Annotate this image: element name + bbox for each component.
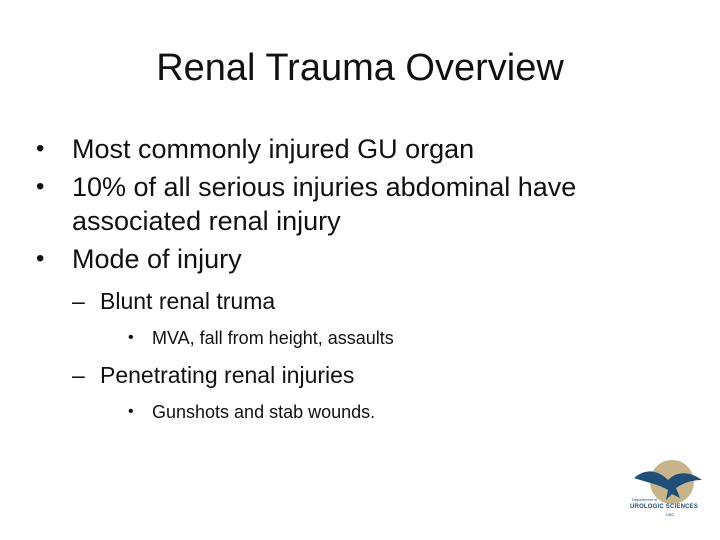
slide-title: Renal Trauma Overview [156,47,564,89]
bullet-text: 10% of all serious injuries abdominal have associated renal injury [72,172,577,236]
bullet-icon: • [36,135,45,162]
detail-text: Gunshots and stab wounds. [152,402,376,422]
sub-point [72,360,676,390]
logo-sub-text: UBC [666,512,675,517]
dash-icon: – [72,288,85,314]
detail-text: MVA, fall from height, assaults [152,328,394,348]
sub-point [72,286,676,316]
bullet-point [36,170,676,238]
sub-point-text: Blunt renal truma [100,288,276,314]
bullet-icon: • [36,173,45,200]
bullet-icon: • [36,245,45,272]
bullet-point [36,242,676,276]
bullet-icon: • [128,329,134,346]
detail-point [128,326,676,350]
dash-icon: – [72,362,85,388]
bullet-text: Mode of injury [72,244,242,274]
logo-small-text: Department of [632,497,658,502]
bullet-text: Most commonly injured GU organ [72,134,475,164]
sub-point-text: Penetrating renal injuries [100,362,355,388]
slide-body [36,132,676,434]
logo-main-text: UROLOGIC SCIENCES [630,504,699,510]
detail-point [128,400,676,424]
bullet-icon: • [128,403,134,420]
bullet-point [36,132,676,166]
